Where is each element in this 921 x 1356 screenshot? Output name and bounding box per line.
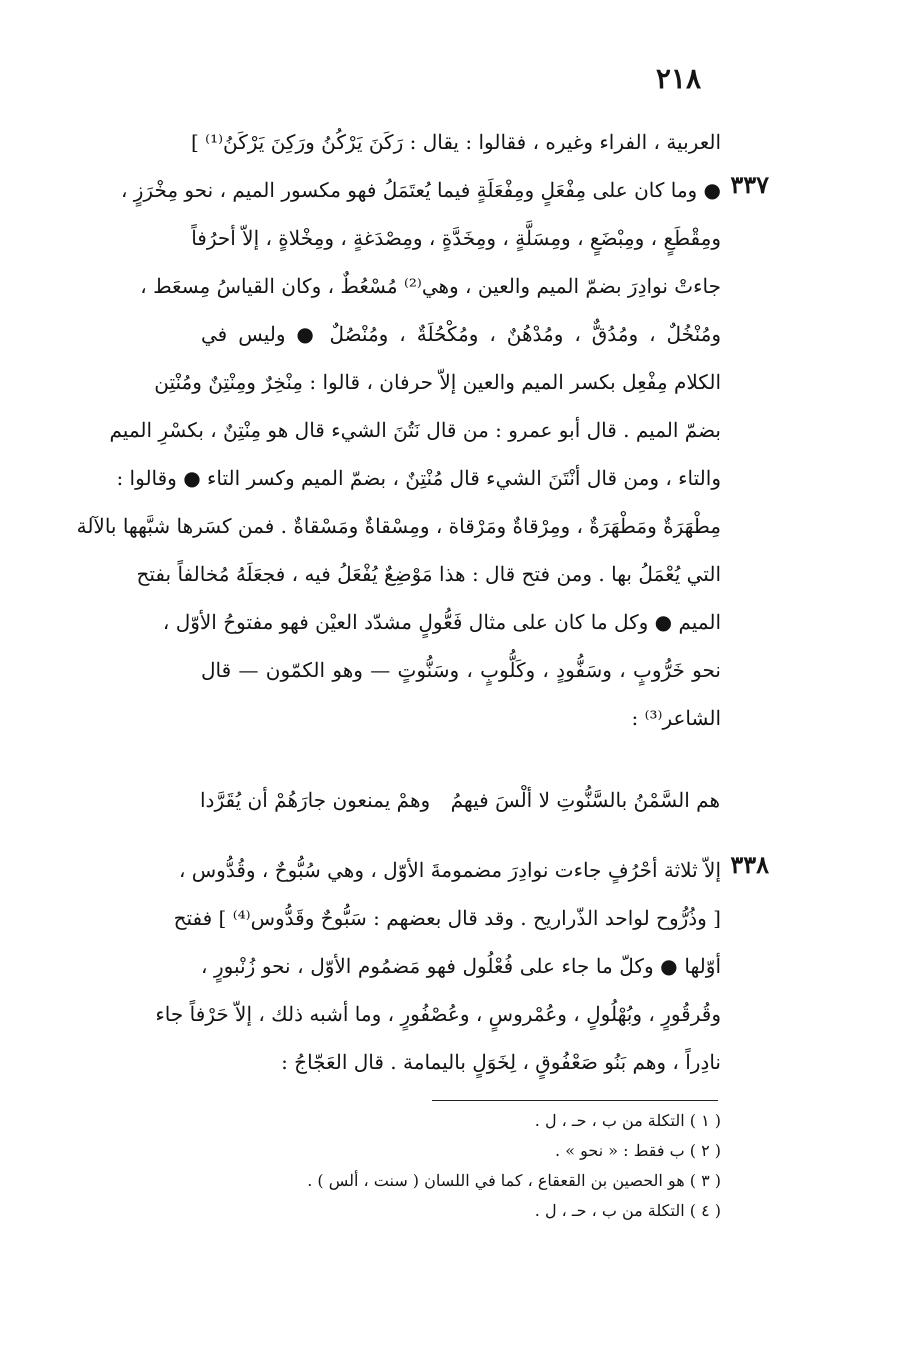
text-line-10: التي يُعْمَلُ بها . ومن فتح قال : هذا مَوْضِعٌ يُفْعَلُ فيه ، فجعَلَهُ مُخالفاً بفتح (136, 562, 721, 586)
footnote-2: ( ٢ ) ب فقط : « نحو » . (555, 1141, 721, 1160)
text-line-7: بضمّ الميم . قال أبو عمرو : من قال نَتُنَ الشيء قال هو مِنْتِنٌ ، بكسْرِ الميم (109, 418, 721, 442)
text-line-13: الشاعر⁽³⁾ : (631, 706, 721, 730)
text-line-2: ● وما كان على مِفْعَلٍ ومِفْعَلَةٍ فيما يُعتَمَلُ فهو مكسور الميم ، نحو مِخْرَزٍ ، (120, 178, 721, 202)
paragraph-number-337: ٣٣٧ (730, 170, 769, 199)
text-line-6: الكلام مِفْعِل بكسر الميم والعين إلاّ حرفان ، قالوا : مِنْخِرٌ ومِنْتِنٌ ومُنْتِن (154, 370, 721, 394)
text-line-11: الميم ● وكل ما كان على مثال فَعُّولٍ مشدّد العيْن فهو مفتوحُ الأوّل ، (162, 610, 721, 634)
text-line-3: ومِقْطَعٍ ، ومِبْضَعٍ ، ومِسَلَّةٍ ، ومِخَدَّةٍ ، ومِصْدَغةٍ ، ومِخْلاةٍ ، إلاّ أحرُفاً (191, 226, 721, 250)
poetry-verse (200, 776, 720, 824)
text-line-8: والتاء ، ومن قال أنْتَنَ الشيء قال مُنْتِنٌ ، بضمّ الميم وكسر التاء ● وقالوا : (116, 466, 721, 490)
verse-first-hemistich: هم السَّمْنُ بالسَّنُّوتِ لا ألْسَ فيهمُ (450, 788, 720, 812)
footnote-4: ( ٤ ) التكلة من ب ، حـ ، ل . (534, 1201, 721, 1220)
text-line-16: أوّلها ● وكلّ ما جاء على فُعْلُول فهو مَضمُوم الأوّل ، نحو زُنْبورٍ ، (201, 954, 721, 978)
text-line-14: إلاّ ثلاثة أحْرُفٍ جاءت نوادِرَ مضمومةَ الأوّل ، وهي سُبُّوحٌ ، وقُدُّوس ، (178, 858, 721, 882)
text-line-1: العربية ، الفراء وغيره ، فقالوا : يقال : رَكَنَ يَرْكُنُ ورَكِنَ يَرْكَنُ⁽¹⁾ ] (190, 130, 721, 154)
footnote-3: ( ٣ ) هو الحصين بن القعقاع ، كما في اللسان ( سنت ، ألس ) . (307, 1171, 721, 1190)
text-line-9: مِطْهَرَةٌ ومَطْهَرَةٌ ، ومِرْقاةٌ ومَرْقاة ، ومِسْقاةٌ ومَسْقاةٌ . فمن كسَرها شبَّهها بالآلة (76, 514, 721, 538)
paragraph-number-338: ٣٣٨ (730, 850, 769, 879)
text-line-12: نحو خَرُّوبٍ ، وسَفُّودٍ ، وكَلُّوبٍ ، وسَنُّوتٍ — وهو الكمّون — قال (201, 658, 721, 682)
text-line-17: وقُرقُورٍ ، وبُهْلُولٍ ، وعُمْروسٍ ، وعُصْفُورٍ ، وما أشبه ذلك ، إلاّ حَرْفاً جاء (155, 1002, 721, 1026)
text-line-4: جاءتْ نوادِرَ بضمّ الميم والعين ، وهي⁽²⁾ مُسْعُطٌ ، وكان القياسُ مِسعَط ، (140, 274, 721, 298)
text-line-15: [ وذُرُّوح لواحد الذّراريح . وقد قال بعضهم : سَبُّوحٌ وقَدُّوس⁽⁴⁾ ] ففتح (173, 906, 721, 930)
text-line-18: نادِراً ، وهم بَنُو صَعْفُوقٍ ، لِخَوَلٍ باليمامة . قال العَجّاجُ : (281, 1050, 721, 1074)
text-line-5: ومُنْخُلٌ ، ومُدُقٌّ ، ومُدْهُنٌ ، ومُكْحُلَةٌ ، ومُنْصُلٌ ● وليس في (201, 322, 721, 346)
page-number: ٢١٨ (655, 62, 701, 95)
footnote-1: ( ١ ) التكلة من ب ، حـ ، ل . (534, 1111, 721, 1130)
footnote-divider (432, 1100, 718, 1101)
verse-second-hemistich: وهمْ يمنعون جارَهُمْ أن يُقَرَّدا (200, 788, 431, 812)
